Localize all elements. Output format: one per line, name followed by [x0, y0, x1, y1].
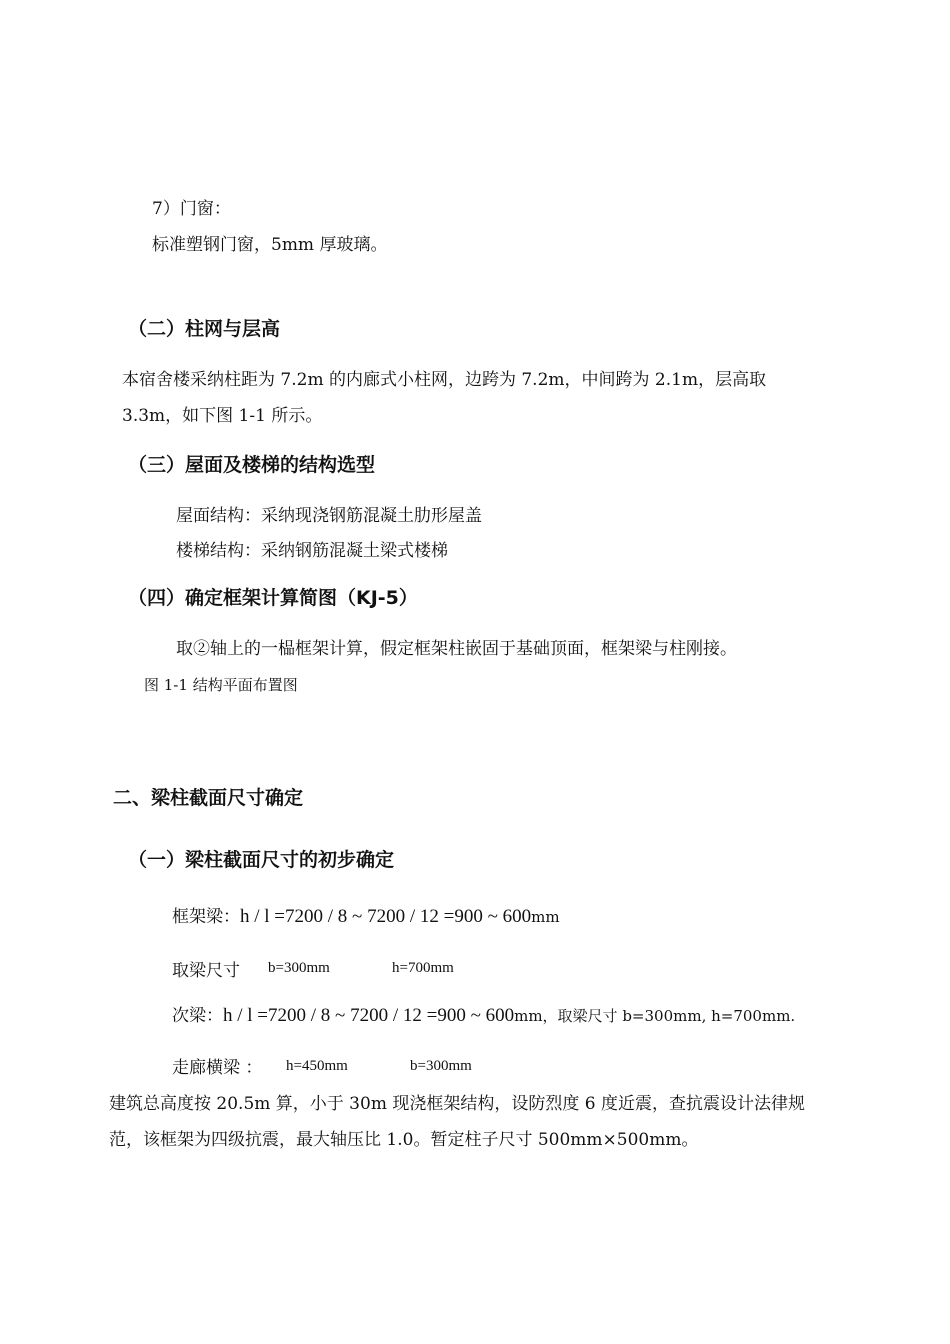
- secondary-tail: mm，取梁尺寸 b=300mm, h=700mm.: [514, 1007, 796, 1025]
- part2-heading: 二、梁柱截面尺寸确定: [113, 787, 304, 809]
- frame-beam-line: [172, 906, 560, 928]
- corridor-label: 走廊横梁 ：: [172, 1058, 263, 1078]
- take-size-h: h=700mm: [392, 960, 454, 976]
- frame-beam-unit: mm: [531, 908, 560, 926]
- secondary-label: 次梁：: [172, 1006, 223, 1026]
- column-line-2: 范，该框架为四级抗震，最大轴压比 1.0。暂定柱子尺寸 500mm×500mm。: [109, 1130, 699, 1150]
- figure-caption: 图 1-1 结构平面布置图: [144, 676, 298, 694]
- grid-line-2: 3.3m，如下图 1-1 所示。: [122, 406, 323, 426]
- take-size-b: b=300mm: [268, 960, 330, 976]
- take-size-label: 取梁尺寸: [172, 961, 240, 981]
- frame-beam-formula: h / l =7200 / 8 ~ 7200 / 12 =900 ~ 600: [240, 906, 532, 927]
- corridor-b: b=300mm: [410, 1058, 472, 1074]
- roof-structure: 屋面结构：采纳现浇钢筋混凝土肋形屋盖: [176, 506, 482, 526]
- frame-beam-label: 框架梁：: [172, 907, 240, 927]
- doors-heading: 7）门窗：: [152, 199, 231, 219]
- doors-text: 标准塑钢门窗，5mm 厚玻璃。: [152, 235, 388, 255]
- stair-structure: 楼梯结构：采纳钢筋混凝土梁式楼梯: [176, 541, 448, 561]
- frame-text: 取②轴上的一榀框架计算，假定框架柱嵌固于基础顶面，框架梁与柱刚接。: [176, 639, 737, 659]
- grid-line-1: 本宿舍楼采纳柱距为 7.2m 的内廊式小柱网，边跨为 7.2m，中间跨为 2.1m，层高取: [122, 370, 767, 390]
- secondary-formula: h / l =7200 / 8 ~ 7200 / 12 =900 ~ 600: [223, 1005, 515, 1026]
- part2-sub-heading: （一）梁柱截面尺寸的初步确定: [128, 849, 395, 871]
- corridor-h: h=450mm: [286, 1058, 348, 1074]
- roof-heading: （三）屋面及楼梯的结构选型: [128, 454, 376, 476]
- grid-heading: （二）柱网与层高: [128, 318, 281, 340]
- secondary-beam-line: [172, 1005, 795, 1027]
- column-line-1: 建筑总高度按 20.5m 算，小于 30m 现浇框架结构，设防烈度 6 度近震，查抗震设计法律规: [109, 1094, 805, 1114]
- frame-heading: （四）确定框架计算简图（KJ-5）: [128, 587, 418, 609]
